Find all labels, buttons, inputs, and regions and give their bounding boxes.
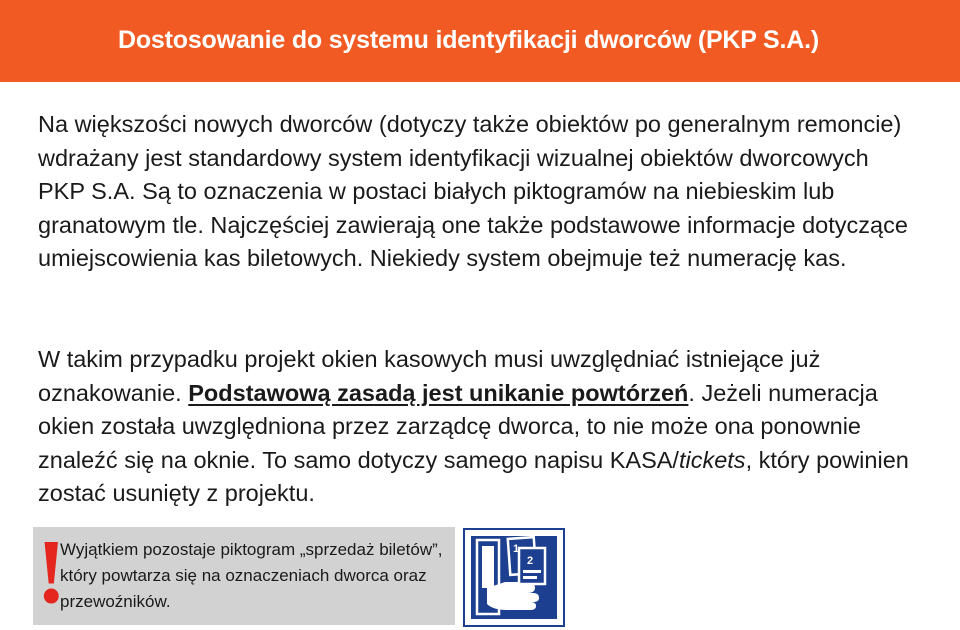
ticket-sale-pictogram [463,528,565,627]
guidance-part-2: . Jeżeli numeracja okien została uwzględniona przez zarządcę dworca, to nie może ona ponownie znaleźć się na oknie. To samo dotyczy samego napisu [38,379,878,473]
guidance-text [38,343,918,511]
tickets-label: tickets [678,446,746,473]
note-text: Wyjątkiem pozostaje piktogram „sprzedaż biletów”, który powtarza się na oznaczeniach dworca oraz przewoźników. [60,540,443,611]
intro-paragraph [38,108,918,276]
ticket-sale-pictogram-icon [465,530,563,625]
page-title: Dostosowanie do systemu identyfikacji dworców (PKP S.A.) [118,26,819,54]
header-bar [0,0,960,82]
guidance-part-1: W takim przypadku projekt okien kasowych musi uwzględniać istniejące już oznakowanie. [38,346,821,406]
guidance-paragraph [38,343,918,511]
kasa-label: KASA/ [609,446,679,473]
pictogram-label-2: 2 [527,555,534,567]
guidance-part-3: , który powinien zostać usunięty z projektu. [38,446,909,506]
exclamation-icon: ! [36,520,67,622]
pictogram-label-1: 1 [513,543,520,555]
exception-note [33,520,455,625]
rule-highlight: Podstawową zasadą jest unikanie powtórzeń [188,379,689,406]
intro-text: Na większości nowych dworców (dotyczy także obiektów po generalnym remoncie) wdrażany jest standardowy system identyfikacji wizualnej obiektów dworcowych PKP S.A. Są to oznaczenia w postaci białych piktogramów na niebieskim lub granatowym tle. Najczęściej zawierają one także podstawowe informacje dotyczące umiejscowienia kas biletowych. Niekiedy system obejmuje też numerację kas. [38,111,908,271]
